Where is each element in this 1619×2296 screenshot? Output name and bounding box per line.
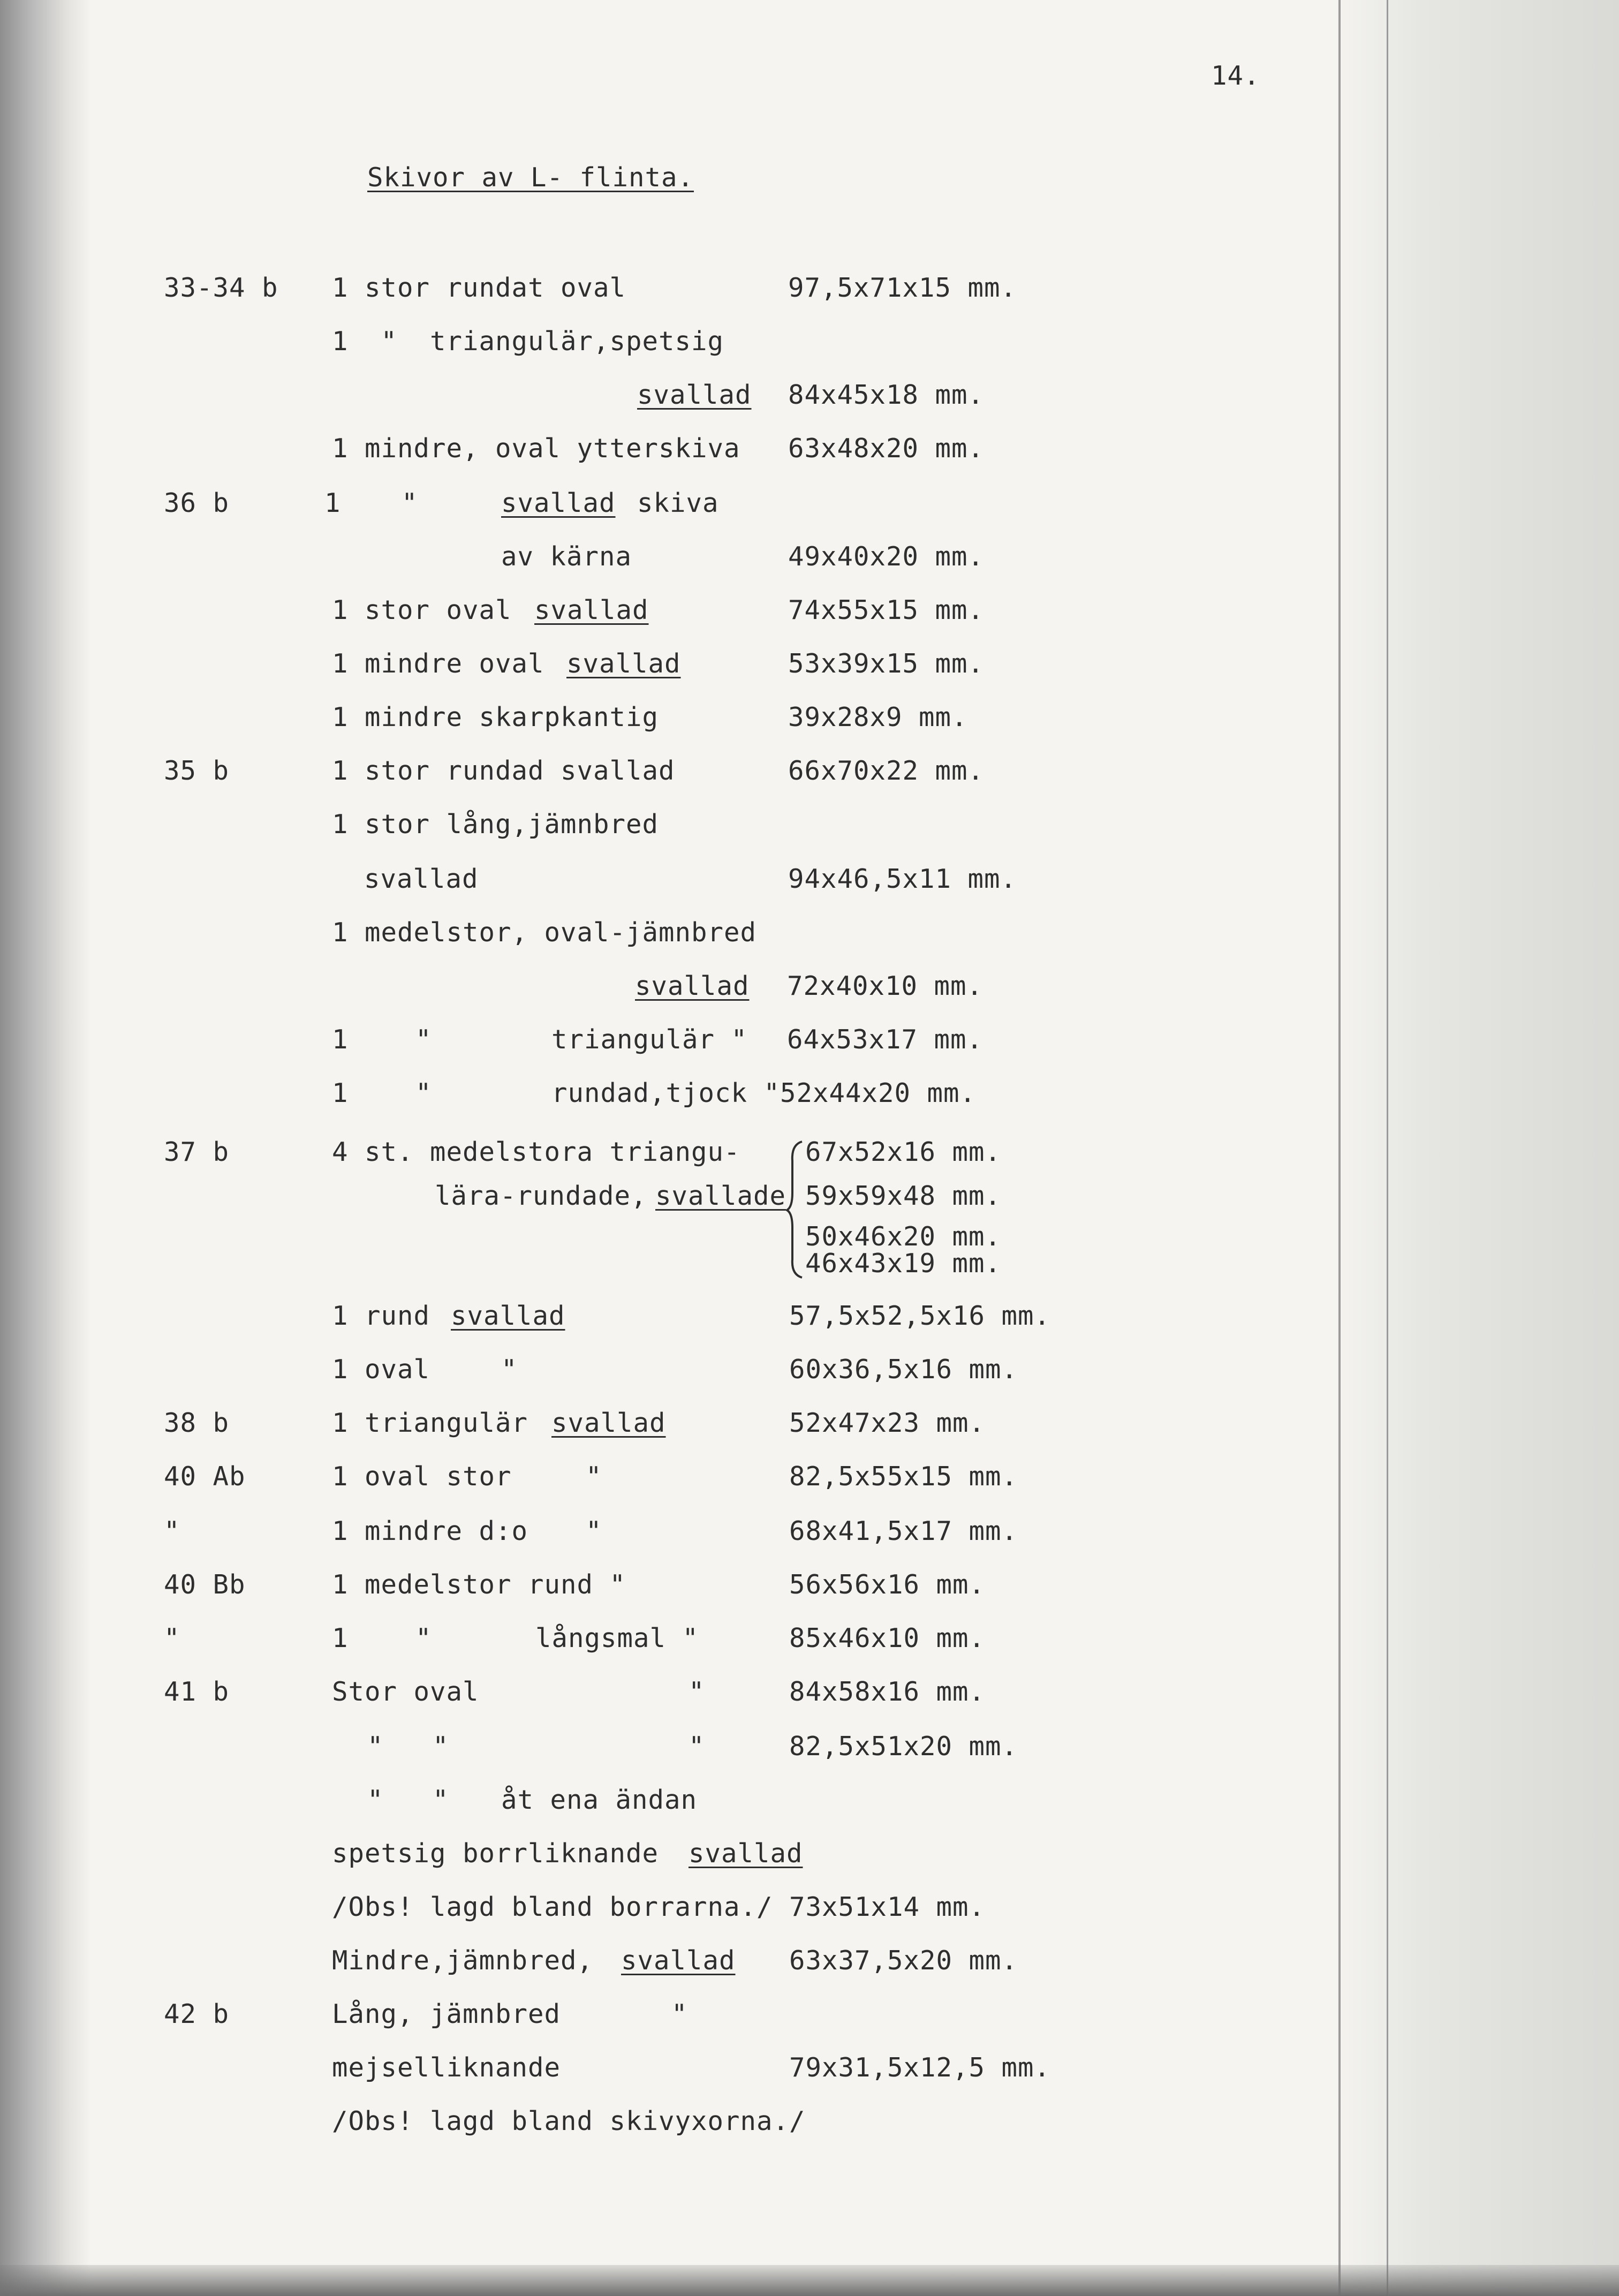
ditto-mark: " bbox=[433, 1785, 449, 1815]
ditto-mark: " bbox=[367, 1731, 384, 1762]
item-dimensions: 52x47x23 mm. bbox=[789, 1408, 986, 1438]
item-dimensions: 64x53x17 mm. bbox=[787, 1024, 983, 1055]
ref-label: 33-34 b bbox=[164, 273, 278, 303]
item-dimensions: 84x58x16 mm. bbox=[789, 1676, 986, 1707]
item-description: 1 medelstor rund " bbox=[332, 1569, 626, 1600]
item-dimensions: 66x70x22 mm. bbox=[788, 756, 985, 786]
item-description: Mindre,jämnbred, bbox=[332, 1945, 594, 1976]
item-description: svallad bbox=[637, 380, 752, 410]
item-description: 1 stor rundat oval bbox=[332, 273, 626, 303]
item-dimensions: 50x46x20 mm. bbox=[805, 1221, 1002, 1252]
page-title: Skivor av L- flinta. bbox=[367, 162, 694, 193]
ditto-mark: " bbox=[415, 1024, 432, 1055]
ref-label: 40 Bb bbox=[164, 1569, 246, 1600]
item-description: svallad bbox=[689, 1838, 803, 1869]
ditto-mark: " bbox=[433, 1731, 449, 1762]
item-description: 1 medelstor, oval-jämnbred bbox=[332, 917, 757, 948]
ditto-mark: " bbox=[689, 1731, 705, 1762]
page-edge-line bbox=[1338, 0, 1341, 2296]
item-description: /Obs! lagd bland skivyxorna./ bbox=[332, 2106, 806, 2136]
item-dimensions: 63x48x20 mm. bbox=[788, 433, 985, 464]
item-dimensions: 73x51x14 mm. bbox=[789, 1892, 986, 1922]
item-dimensions: 94x46,5x11 mm. bbox=[788, 864, 1017, 894]
item-description: rundad,tjock "52x44x20 mm. bbox=[551, 1078, 977, 1108]
item-description: 1 mindre d:o bbox=[332, 1516, 528, 1546]
item-dimensions: 60x36,5x16 mm. bbox=[789, 1354, 1018, 1385]
item-description: svallad bbox=[451, 1301, 565, 1331]
item-dimensions: 79x31,5x12,5 mm. bbox=[789, 2052, 1051, 2083]
item-description: 1 bbox=[332, 1078, 349, 1108]
item-dimensions: 97,5x71x15 mm. bbox=[788, 273, 1017, 303]
item-description: 1 stor oval bbox=[332, 595, 512, 625]
ditto-mark: " bbox=[415, 1623, 432, 1653]
item-dimensions: 68x41,5x17 mm. bbox=[789, 1516, 1018, 1546]
item-description: 1 bbox=[324, 488, 341, 518]
item-description: 1 bbox=[332, 1623, 349, 1653]
ref-label: " bbox=[164, 1516, 180, 1546]
item-dimensions: 82,5x51x20 mm. bbox=[789, 1731, 1018, 1762]
item-description: spetsig borrliknande bbox=[332, 1838, 659, 1869]
item-description: långsmal " bbox=[535, 1623, 699, 1653]
ditto-mark: " bbox=[402, 488, 418, 518]
ref-label: 35 b bbox=[164, 756, 230, 786]
item-description: Stor oval bbox=[332, 1676, 479, 1707]
item-description: svallad bbox=[566, 648, 681, 679]
item-dimensions: 53x39x15 mm. bbox=[788, 648, 985, 679]
item-dimensions: 49x40x20 mm. bbox=[788, 541, 985, 572]
ref-label: 41 b bbox=[164, 1676, 230, 1707]
item-dimensions: 74x55x15 mm. bbox=[788, 595, 985, 625]
ditto-mark: " bbox=[689, 1676, 705, 1707]
item-description: triangulär " bbox=[551, 1024, 748, 1055]
ref-label: 42 b bbox=[164, 1999, 230, 2029]
item-description: 1 stor rundad svallad bbox=[332, 756, 675, 786]
brace-bracket bbox=[785, 1139, 806, 1279]
page-shadow-right bbox=[1333, 0, 1619, 2296]
item-dimensions: 46x43x19 mm. bbox=[805, 1248, 1002, 1279]
item-dimensions: 39x28x9 mm. bbox=[788, 702, 968, 732]
item-dimensions: 57,5x52,5x16 mm. bbox=[789, 1301, 1051, 1331]
page-bottom-band bbox=[0, 2265, 1619, 2296]
item-dimensions: 63x37,5x20 mm. bbox=[789, 1945, 1018, 1976]
ditto-mark: " bbox=[671, 1999, 688, 2029]
page-shadow-left bbox=[0, 0, 91, 2296]
item-dimensions: 84x45x18 mm. bbox=[788, 380, 985, 410]
item-description: 1 stor lång,jämnbred bbox=[332, 809, 659, 840]
item-description: 1 rund bbox=[332, 1301, 430, 1331]
ref-label: 38 b bbox=[164, 1408, 230, 1438]
item-description: skiva bbox=[637, 488, 719, 518]
item-description: 1 triangulär bbox=[332, 1408, 528, 1438]
item-description: svallad bbox=[621, 1945, 736, 1976]
item-description: 1 mindre, oval ytterskiva bbox=[332, 433, 740, 464]
item-description: 1 mindre skarpkantig bbox=[332, 702, 659, 732]
item-description: svallade bbox=[655, 1181, 786, 1211]
ref-label: " bbox=[164, 1623, 180, 1653]
item-dimensions: 85x46x10 mm. bbox=[789, 1623, 986, 1653]
item-description: svallad bbox=[501, 488, 616, 518]
item-description: svallad bbox=[364, 864, 479, 894]
ditto-mark: " bbox=[415, 1078, 432, 1108]
item-description: Lång, jämnbred bbox=[332, 1999, 561, 2029]
item-description: åt ena ändan bbox=[501, 1785, 698, 1815]
item-dimensions: 67x52x16 mm. bbox=[805, 1137, 1002, 1167]
ref-label: 36 b bbox=[164, 488, 230, 518]
ditto-mark: " bbox=[367, 1785, 384, 1815]
item-description: 1 oval stor bbox=[332, 1461, 512, 1492]
item-description: /Obs! lagd bland borrarna./ bbox=[332, 1892, 773, 1922]
item-dimensions: 59x59x48 mm. bbox=[805, 1181, 1002, 1211]
item-dimensions: 56x56x16 mm. bbox=[789, 1569, 986, 1600]
page-number: 14. bbox=[1211, 61, 1260, 91]
item-dimensions: 82,5x55x15 mm. bbox=[789, 1461, 1018, 1492]
page-edge-line bbox=[1387, 0, 1388, 2296]
item-description: 1 bbox=[332, 1024, 349, 1055]
item-description: svallad bbox=[551, 1408, 666, 1438]
item-description: lära-rundade, bbox=[435, 1181, 647, 1211]
item-description: av kärna bbox=[501, 541, 632, 572]
item-dimensions: 72x40x10 mm. bbox=[787, 971, 983, 1001]
item-description: svallad bbox=[534, 595, 649, 625]
ditto-mark: " bbox=[501, 1354, 518, 1385]
ditto-mark: " bbox=[586, 1461, 602, 1492]
ditto-mark: " bbox=[586, 1516, 602, 1546]
ref-label: 40 Ab bbox=[164, 1461, 246, 1492]
item-description: 4 st. medelstora triangu- bbox=[332, 1137, 740, 1167]
item-description: svallad bbox=[635, 971, 750, 1001]
item-description: 1 mindre oval bbox=[332, 648, 544, 679]
ref-label: 37 b bbox=[164, 1137, 230, 1167]
item-description: 1 oval bbox=[332, 1354, 430, 1385]
item-description: 1 " triangulär,spetsig bbox=[332, 326, 724, 357]
item-description: mejselliknande bbox=[332, 2052, 561, 2083]
